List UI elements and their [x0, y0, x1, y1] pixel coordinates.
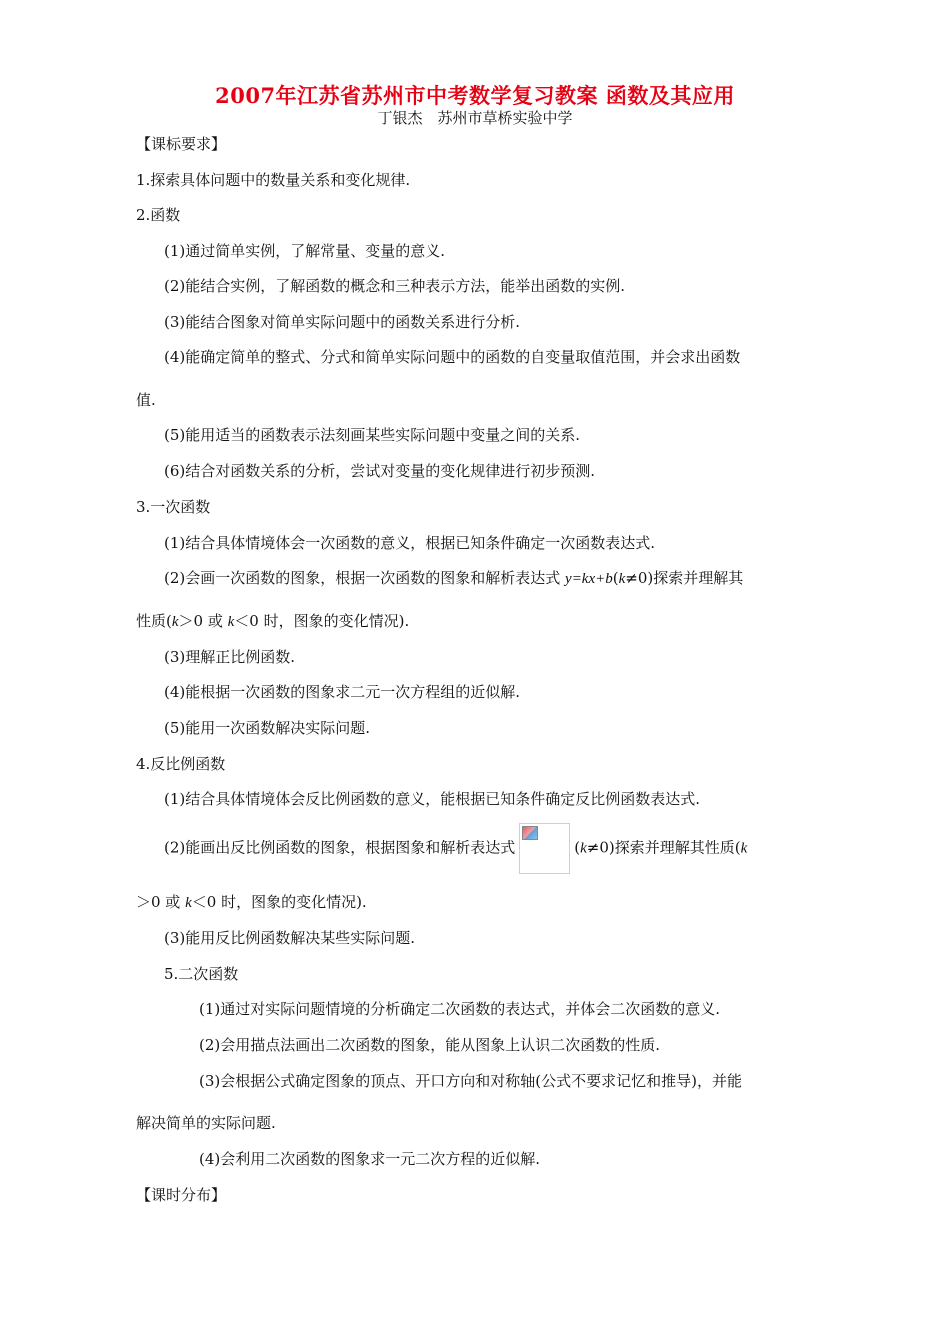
item-1: 1.探索具体问题中的数量关系和变化规律. [136, 171, 411, 189]
item-2-5: (5)能用适当的函数表示法刻画某些实际问题中变量之间的关系. [164, 426, 581, 444]
item-3-2-cond: ≠0)探索并理解其 [625, 569, 744, 587]
heading-inverse-functions: 4.反比例函数 [136, 755, 226, 773]
text-suffix: ＜0 时，图象的变化情况). [234, 612, 410, 630]
var-k: k [185, 895, 192, 911]
text-prefix: ＞0 或 [136, 893, 186, 911]
paren-open: ( [612, 569, 619, 587]
item-5-3: (3)会根据公式确定图象的顶点、开口方向和对称轴(公式不要求记忆和推导)，并能 [199, 1072, 742, 1090]
item-5-3-cont: 解决简单的实际问题. [136, 1114, 276, 1132]
item-3-1: (1)结合具体情境体会一次函数的意义，根据已知条件确定一次函数表达式. [164, 534, 656, 552]
formula-image-icon [519, 823, 570, 874]
item-4-3: (3)能用反比例函数解决某些实际问题. [164, 929, 416, 947]
var-k: k [580, 840, 587, 857]
item-4-2-text: (2)能画出反比例函数的图象，根据图象和解析表达式 [164, 838, 516, 857]
paren-open: ( [574, 838, 581, 857]
item-2-1: (1)通过简单实例，了解常量、变量的意义. [164, 242, 446, 260]
section-header-schedule: 【课时分布】 [136, 1186, 227, 1204]
text-prefix: 性质( [136, 612, 172, 630]
item-2-2: (2)能结合实例，了解函数的概念和三种表示方法，能举出函数的实例. [164, 277, 626, 295]
var-k: k [618, 571, 626, 587]
item-4-2-cond: ≠0)探索并理解其性质( [586, 838, 741, 857]
text-suffix: ＜0 时，图象的变化情况). [191, 893, 367, 911]
author-line: 丁银杰 苏州市草桥实验中学 [377, 109, 573, 127]
item-2-6: (6)结合对函数关系的分析，尝试对变量的变化规律进行初步预测. [164, 462, 596, 480]
item-5-2: (2)会用描点法画出二次函数的图象，能从图象上认识二次函数的性质. [199, 1036, 661, 1054]
document-title: 2007年江苏省苏州市中考数学复习教案 函数及其应用 [215, 83, 735, 108]
heading-linear-functions: 3.一次函数 [136, 498, 211, 516]
item-3-2-text: (2)会画一次函数的图象，根据一次函数的图象和解析表达式 [164, 569, 566, 587]
item-5-1: (1)通过对实际问题情境的分析确定二次函数的表达式，并体会二次函数的意义. [199, 1000, 721, 1018]
heading-functions: 2.函数 [136, 206, 181, 224]
item-3-3: (3)理解正比例函数. [164, 648, 296, 666]
heading-quadratic-functions: 5.二次函数 [164, 965, 239, 983]
var-k: k [171, 614, 179, 630]
var-k: k [227, 614, 235, 630]
item-5-4: (4)会利用二次函数的图象求一元二次方程的近似解. [199, 1150, 541, 1168]
broken-image-icon [522, 826, 538, 840]
item-3-2 [164, 568, 743, 589]
item-4-1: (1)结合具体情境体会反比例函数的意义，能根据已知条件确定反比例函数表达式. [164, 790, 701, 808]
item-3-2-cont [136, 611, 409, 632]
text-mid: ＞0 或 [178, 612, 228, 630]
item-4-2-cont [136, 892, 367, 913]
var-k: k [740, 840, 748, 857]
item-2-4-cont: 值. [136, 391, 156, 409]
section-header-requirements: 【课标要求】 [136, 135, 227, 153]
linear-formula: y=kx+b [565, 571, 613, 587]
item-2-4: (4)能确定简单的整式、分式和简单实际问题中的函数的自变量取值范围，并会求出函数 [164, 348, 741, 366]
item-4-2 [164, 823, 747, 874]
item-2-3: (3)能结合图象对简单实际问题中的函数关系进行分析. [164, 313, 521, 331]
item-3-5: (5)能用一次函数解决实际问题. [164, 719, 371, 737]
item-3-4: (4)能根据一次函数的图象求二元一次方程组的近似解. [164, 683, 521, 701]
